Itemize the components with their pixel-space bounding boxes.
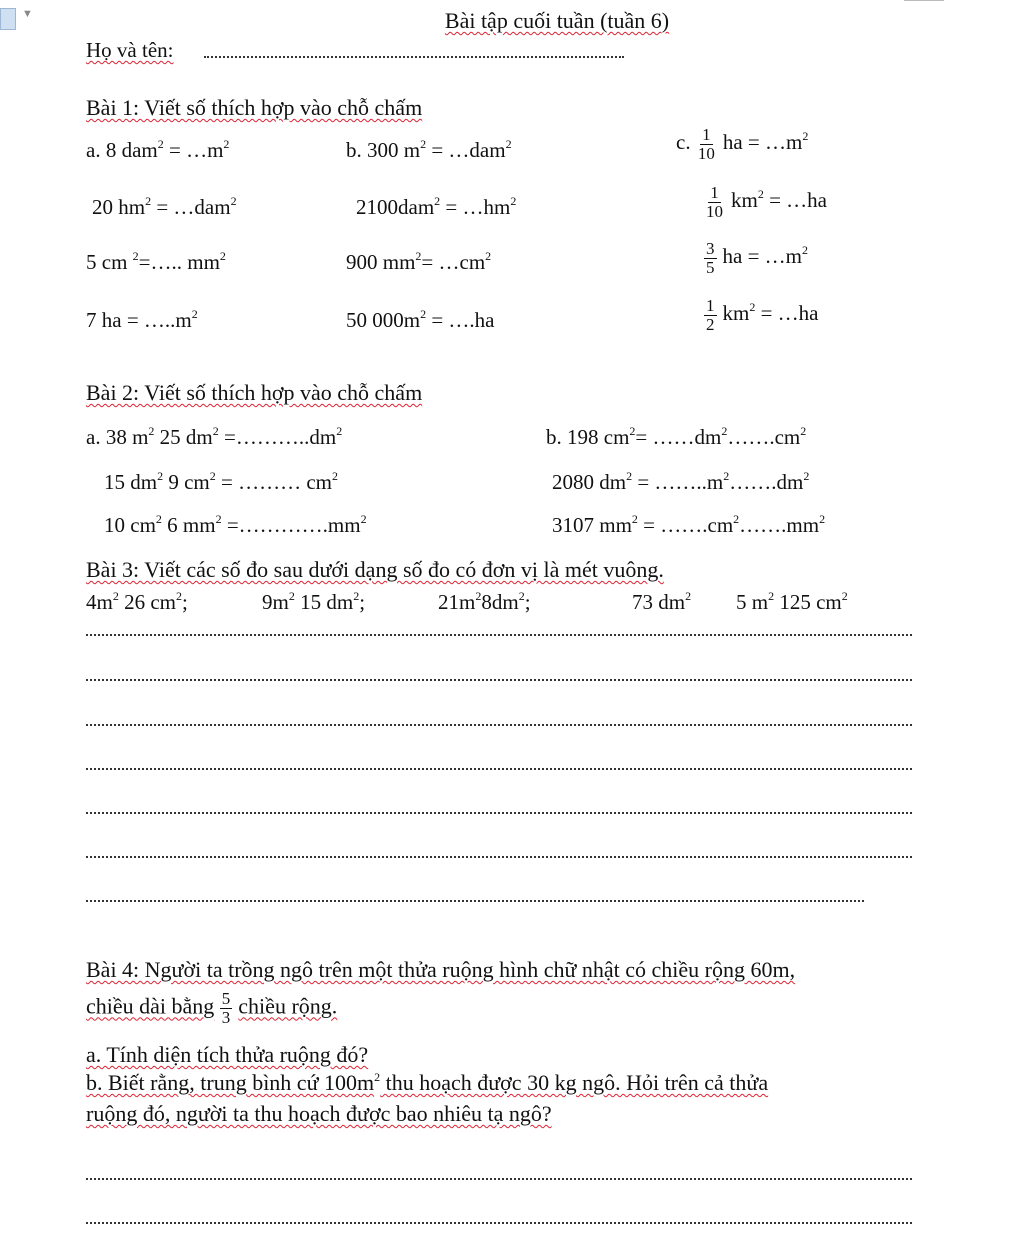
bai3-item2: $9m^2$ 15 $dm^2$;	[262, 589, 366, 614]
bai1-b4: 50 $000m^2$ = ….ha	[346, 307, 495, 332]
bai1-c3: $\frac{3}{5}$ ha = $\dots m^2$	[706, 239, 808, 277]
bai1-a1: a. 8 $dam^2 = \dots m^2$	[86, 137, 230, 162]
bai3-item1: $4m^2$ 26 $cm^2$;	[86, 589, 188, 614]
bai2-heading: Bài 2: Viết số thích hợp vào chỗ chấm	[86, 380, 423, 405]
bai2-a1: a. 38 $m^2$ 25 $dm^2$ $=\dots\dots\dots..dm^2$	[86, 424, 343, 449]
bai2-b2: 2080 $dm^2$ = $\dots\dots..m^2\dots\dots.dm^2$	[552, 469, 810, 494]
bai4-question-a: a. Tính diện tích thửa ruộng đó?	[86, 1042, 369, 1067]
bai4-question-b2: ruộng đó, người ta thu hoạch được bao nhiêu tạ ngô?	[86, 1101, 552, 1126]
answer-line[interactable]	[86, 812, 912, 814]
bai1-c1: c. $\frac{1}{10}$ ha = $\dots m^2$	[676, 125, 809, 163]
page-title: Bài tập cuối tuần (tuần 6)	[444, 8, 670, 33]
answer-line[interactable]	[86, 900, 864, 902]
bai1-heading: Bài 1: Viết số thích hợp vào chỗ chấm	[86, 95, 423, 120]
answer-line[interactable]	[86, 1222, 912, 1224]
bai1-a2: 20 $hm^2$ = …dam$^2$	[92, 194, 237, 219]
answer-line[interactable]	[86, 634, 912, 636]
bai1-b1: b. 300 $m^2$ = …dam$^2$	[346, 137, 512, 162]
answer-line[interactable]	[86, 856, 912, 858]
bai1-a3: 5 cm $^2$=….. $mm^2$	[86, 249, 226, 274]
name-field[interactable]	[204, 56, 624, 58]
bai4-line1: Bài 4: Người ta trồng ngô trên một thửa ruộng hình chữ nhật có chiều rộng 60m,	[86, 957, 796, 982]
name-label: Họ và tên:	[86, 38, 174, 62]
answer-line[interactable]	[86, 768, 912, 770]
bai2-a3: 10 $cm^2$ 6 $mm^2$ $=\dots\dots\dots\dots.mm^2$	[104, 512, 367, 537]
divider	[904, 0, 944, 1]
answer-line[interactable]	[86, 679, 912, 681]
bai1-c2: $\frac{1}{10}$ $km^2$ = …ha	[706, 183, 828, 221]
bai3-item4: 73 $dm^2$	[632, 589, 692, 614]
bai3-item3: $21m^28dm^2$;	[438, 589, 531, 614]
answer-line[interactable]	[86, 1178, 912, 1180]
bai4-question-b1: b. Biết rằng, trung bình cứ $100m^2$ thu hoạch được 30 kg ngô. Hỏi trên cả thửa	[86, 1070, 769, 1095]
bai3-item5: 5 $m^2$ 125 $cm^2$	[736, 589, 848, 614]
bai2-a2: 15 $dm^2$ 9 $cm^2$ = ……… $cm^2$	[104, 469, 338, 494]
bai1-b2: $2100dam^2 = \dots hm^2$	[356, 194, 517, 219]
bai2-b3: 3107 $mm^2$ = $\dots\dots.cm^2\dots\dots.mm^2$	[552, 512, 826, 537]
bai1-b3: 900 $mm^2=$ $\dots cm^2$	[346, 249, 492, 274]
bai2-b1: b. 198 $cm^2=$ $\dots\dots dm^2\dots\dots.cm^2$	[546, 424, 807, 449]
bai1-c4: $\frac{1}{2}$ $km^2$ = …ha	[706, 296, 819, 334]
bai3-heading: Bài 3: Viết các số đo sau dưới dạng số đo có đơn vị là mét vuông.	[86, 557, 664, 582]
bai1-a4: 7 ha = $\dots..m^2$	[86, 307, 198, 332]
dropdown-arrow-icon[interactable]: ▼	[22, 8, 33, 20]
bai4-line2: chiều dài bằng $\frac{5}{3}$ chiều rộng.	[86, 989, 338, 1027]
answer-line[interactable]	[86, 724, 912, 726]
